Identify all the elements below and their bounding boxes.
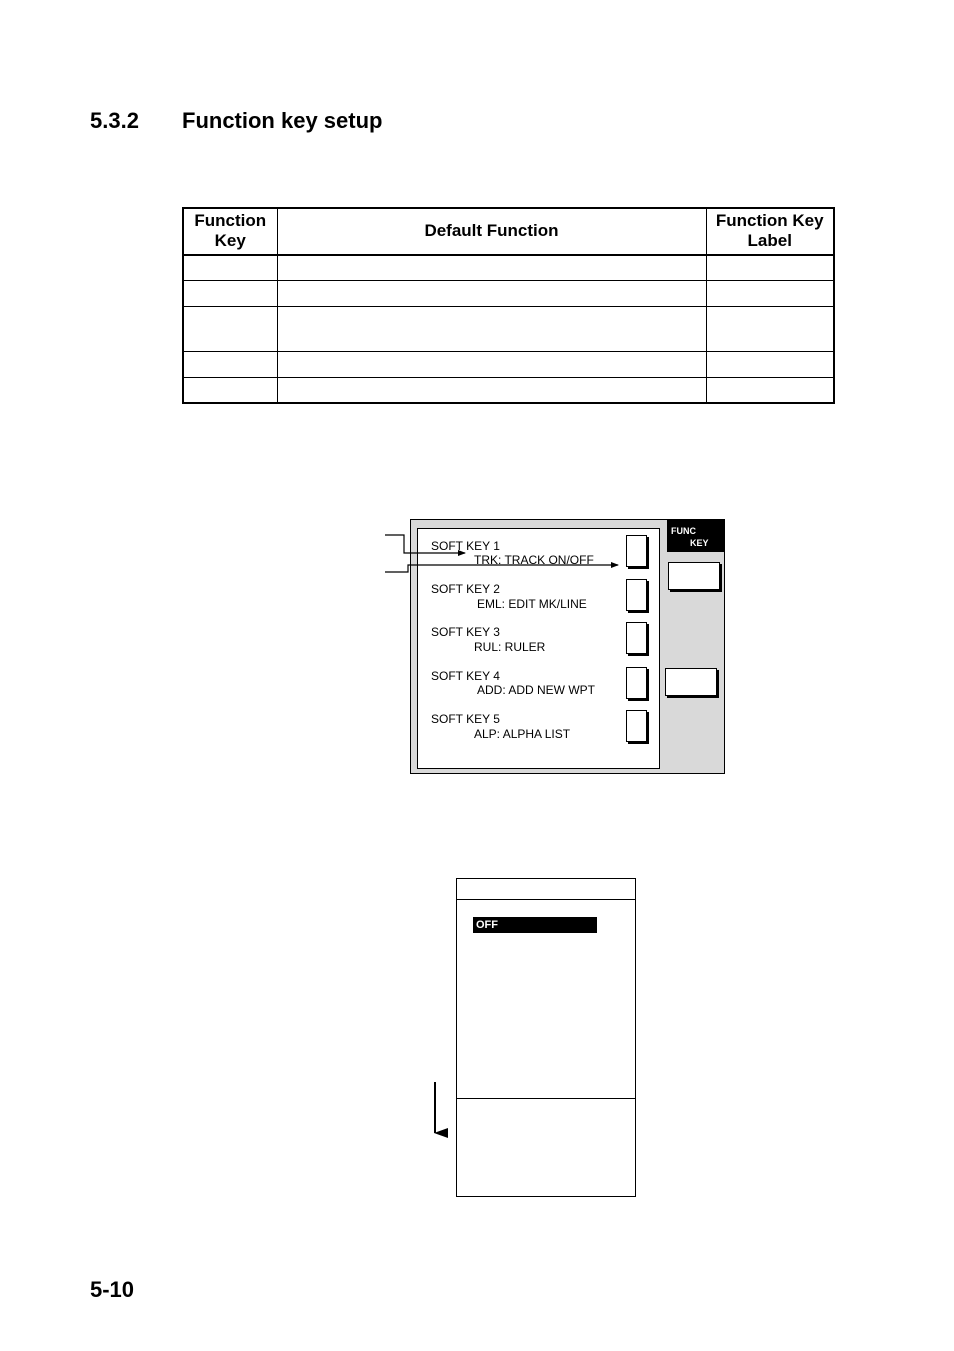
func-key-badge: FUNC KEY — [667, 520, 724, 552]
soft-key-2-function: EML: EDIT MK/LINE — [477, 597, 587, 611]
callout-line-1 — [385, 535, 465, 553]
soft-key-3-function: RUL: RULER — [474, 640, 546, 654]
page-number: 5-10 — [90, 1277, 135, 1302]
selected-option-off[interactable]: OFF — [473, 917, 597, 933]
header-default-function: Default Function — [277, 208, 706, 255]
soft-key-4-label: SOFT KEY 4 — [431, 669, 500, 683]
soft-key-5-function: ALP: ALPHA LIST — [474, 727, 571, 741]
soft-key-1-label: SOFT KEY 1 — [431, 539, 500, 553]
soft-key-3-label: SOFT KEY 3 — [431, 625, 500, 639]
soft-key-4-function: ADD: ADD NEW WPT — [477, 683, 596, 697]
section-title: Function key setup — [182, 108, 383, 133]
soft-key-5-label: SOFT KEY 5 — [431, 712, 500, 726]
header-function-key-label: Function Key Label — [706, 208, 834, 255]
header-function-key: Function Key — [183, 208, 277, 255]
section-number: 5.3.2 — [90, 108, 139, 133]
soft-key-2-label: SOFT KEY 2 — [431, 582, 500, 596]
soft-key-1-function: TRK: TRACK ON/OFF — [474, 553, 594, 567]
callout-line-2 — [385, 565, 618, 572]
